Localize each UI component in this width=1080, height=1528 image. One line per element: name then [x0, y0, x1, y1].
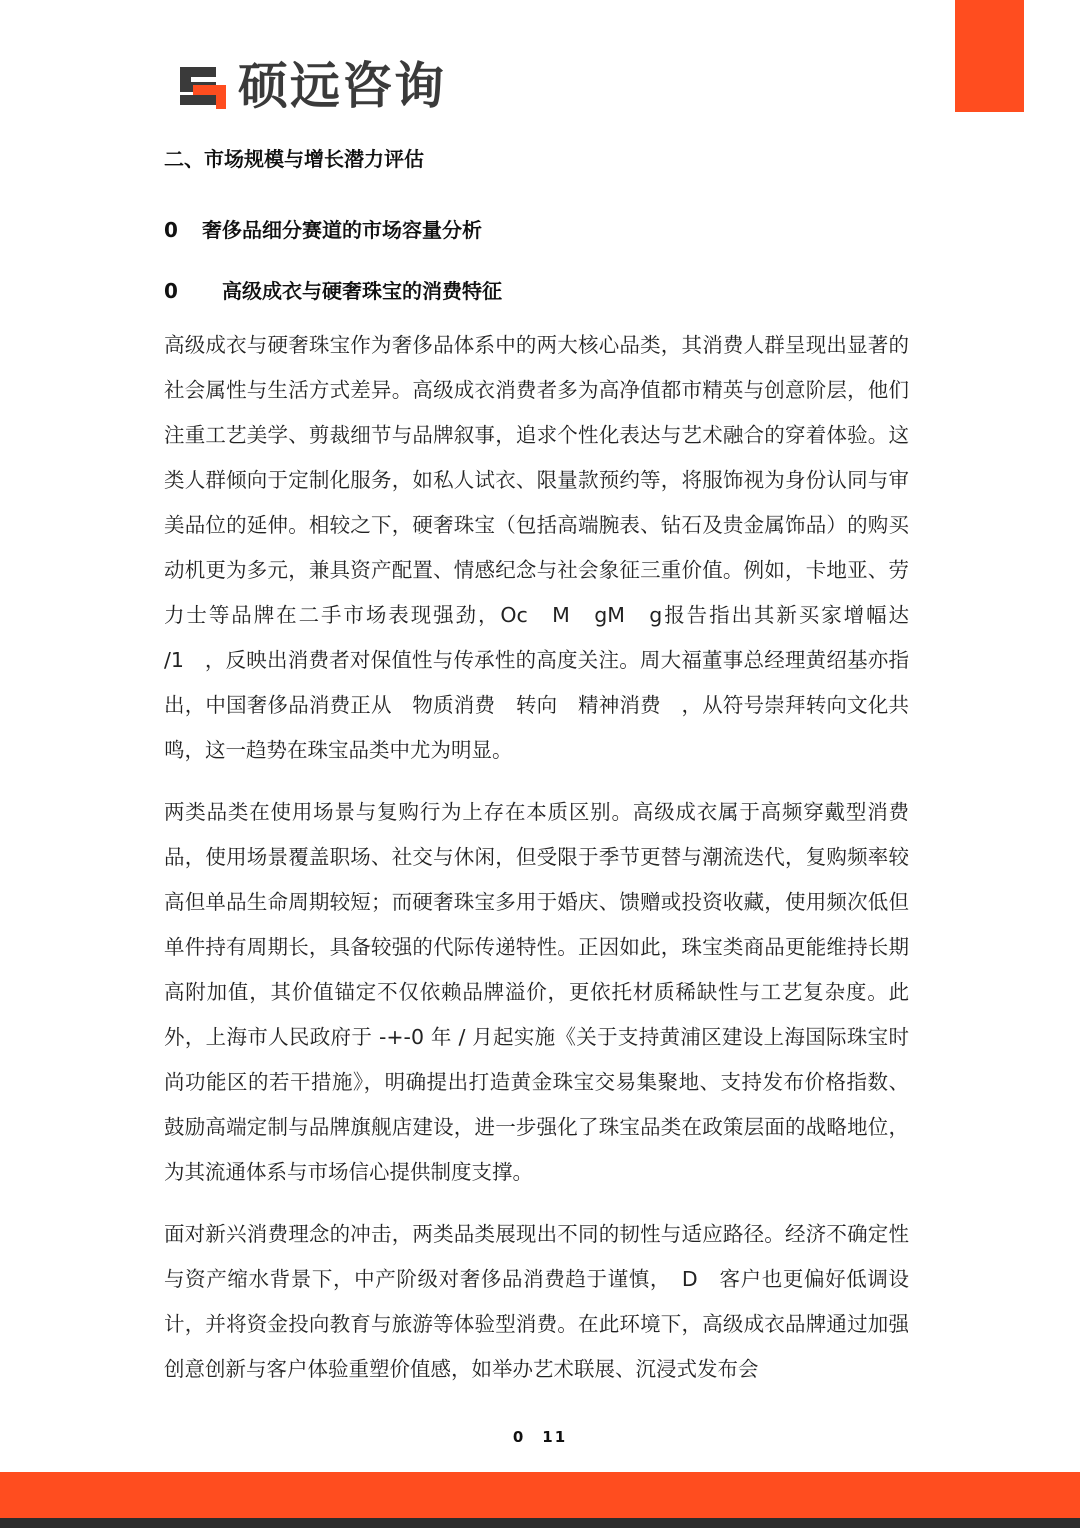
- sub-subsection-heading-text: 高级成衣与硬奢珠宝的消费特征: [222, 279, 502, 303]
- sub-subsection-heading: [164, 277, 502, 305]
- corner-accent-block: [955, 0, 1024, 112]
- paragraph: 高级成衣与硬奢珠宝作为奢侈品体系中的两大核心品类，其消费人群呈现出显著的社会属性与生活方式差异。高级成衣消费者多为高净值都市精英与创意阶层，他们注重工艺美学、剪裁细节与品牌叙事，追求个性化表达与艺术融合的穿着体验。这类人群倾向于定制化服务，如私人试衣、限量款预约等，将服饰视为身份认同与审美品位的延伸。相较之下，硬奢珠宝（包括高端腕表、钻石及贵金属饰品）的购买动机更为多元，兼具资产配置、情感纪念与社会象征三重价值。例如，卡地亚、劳力士等品牌在二手市场表现强劲，Oc M gM g报告指出其新买家增幅达 /1 ，反映出消费者对保值性与传承性的高度关注。周大福董事总经理黄绍基亦指出，中国奢侈品消费正从 物质消费 转向 精神消费 ，从符号崇拜转向文化共鸣，这一趋势在珠宝品类中尤为明显。: [164, 333, 909, 762]
- section-heading: 二、市场规模与增长潜力评估: [164, 147, 424, 171]
- paragraph: 两类品类在使用场景与复购行为上存在本质区别。高级成衣属于高频穿戴型消费品，使用场景覆盖职场、社交与休闲，但受限于季节更替与潮流迭代，复购频率较高但单品生命周期较短；而硬奢珠宝多用于婚庆、馈赠或投资收藏，使用频次低但单件持有周期长，具备较强的代际传递特性。正因如此，珠宝类商品更能维持长期高附加值，其价值锚定不仅依赖品牌溢价，更依托材质稀缺性与工艺复杂度。此外，上海市人民政府于 -+-0 年 / 月起实施《关于支持黄浦区建设上海国际珠宝时尚功能区的若干措施》，明确提出打造黄金珠宝交易集聚地、支持发布价格指数、鼓励高端定制与品牌旗舰店建设，进一步强化了珠宝品类在政策层面的战略地位，为其流通体系与市场信心提供制度支撑。: [164, 800, 909, 1184]
- footer-accent-bar: [0, 1472, 1080, 1518]
- subsection-heading: [164, 216, 482, 244]
- footer-dark-strip: [0, 1518, 1080, 1528]
- page-number: 0 11: [512, 1428, 568, 1446]
- logo-mark-icon: [176, 61, 226, 111]
- paragraph: 面对新兴消费理念的冲击，两类品类展现出不同的韧性与适应路径。经济不确定性与资产缩水背景下，中产阶级对奢侈品消费趋于谨慎， D 客户也更偏好低调设计，并将资金投向教育与旅游等体验型消费。在此环境下，高级成衣品牌通过加强创意创新与客户体验重塑价值感，如举办艺术联展、沉浸式发布会: [164, 1222, 909, 1381]
- heading-marker: 0: [164, 279, 178, 303]
- brand-logo: [176, 56, 446, 116]
- heading-marker: 0: [164, 218, 178, 242]
- body-text: [164, 323, 909, 1409]
- subsection-heading-text: 奢侈品细分赛道的市场容量分析: [202, 218, 482, 242]
- brand-name: 硕远咨询: [238, 57, 446, 115]
